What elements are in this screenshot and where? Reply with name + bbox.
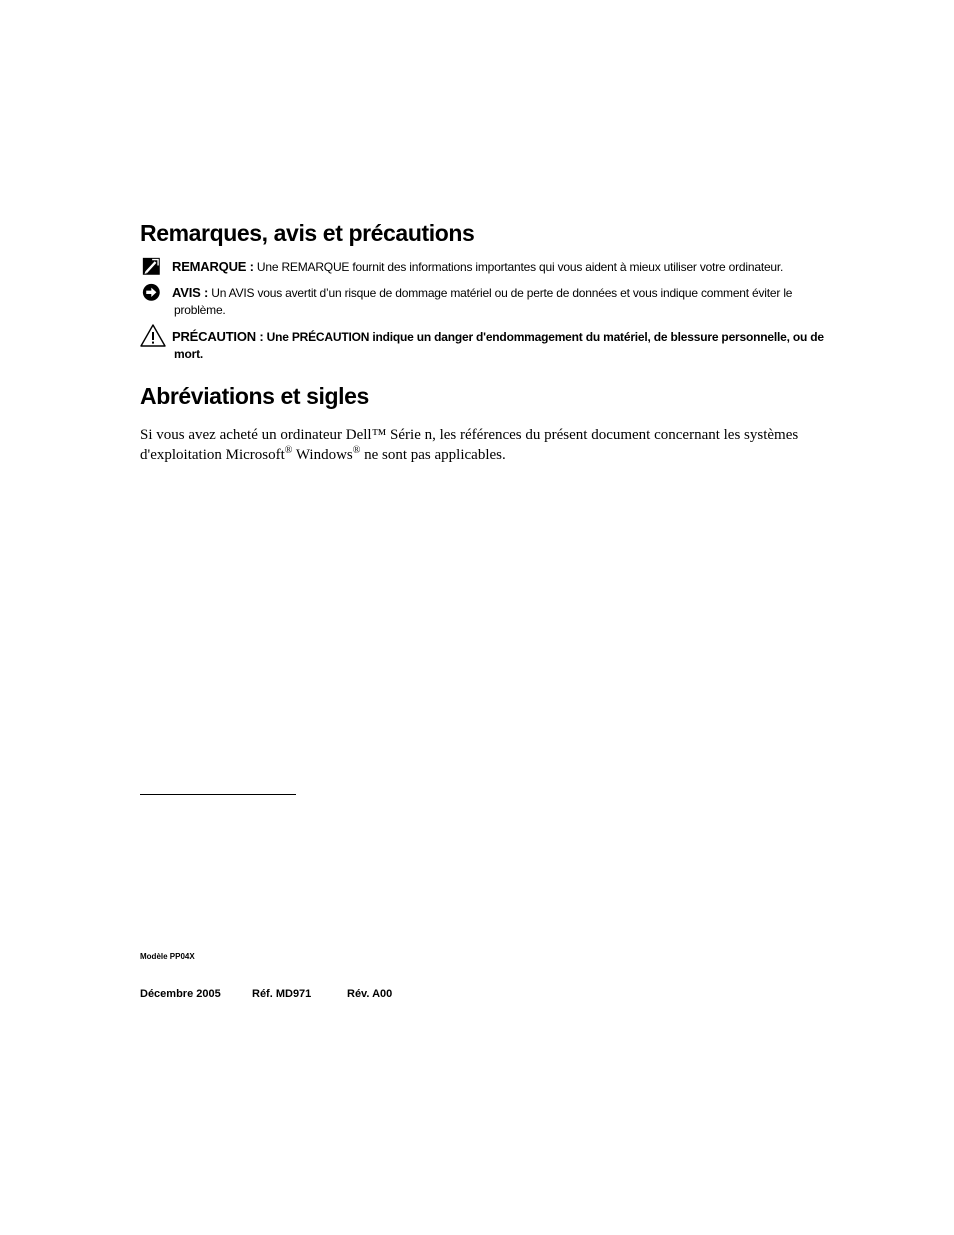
- note-text: Une PRÉCAUTION indique un danger d'endommagement du matériel, de blessure personnelle, ou de: [266, 330, 824, 344]
- note-text-continued: mort.: [174, 347, 204, 361]
- body-paragraph: [140, 425, 840, 465]
- body-text-3: ne sont pas applicables.: [360, 447, 506, 463]
- note-text-continued: problème.: [174, 303, 226, 317]
- footer-ref: Réf. MD971: [252, 988, 312, 1000]
- body-text-1: Si vous avez acheté un ordinateur Dell™ Série n, les références du présent document concernant les systèmes d'exploitation Microsoft: [140, 427, 799, 463]
- body-text-2: Windows: [292, 447, 353, 463]
- footer-rev: Rév. A00: [347, 988, 393, 1000]
- section-title-remarques: Remarques, avis et précautions: [140, 220, 475, 246]
- section-title-abreviations: Abréviations et sigles: [140, 383, 369, 409]
- note-label: REMARQUE :: [172, 259, 254, 274]
- note-label: AVIS :: [172, 285, 209, 300]
- registered-mark: ®: [352, 445, 361, 456]
- footer-date: Décembre 2005: [140, 988, 221, 1000]
- note-label: PRÉCAUTION :: [172, 329, 264, 344]
- note-remarque: [140, 258, 850, 276]
- warning-triangle-icon: [140, 323, 166, 349]
- note-avis: [140, 284, 850, 319]
- note-text: Une REMARQUE fournit des informations importantes qui vous aident à mieux utiliser votre ordinateur.: [256, 260, 784, 274]
- note-text: Un AVIS vous avertit d’un risque de dommage matériel ou de perte de données et vous indique comment éviter le: [211, 286, 793, 300]
- footnote-rule: [140, 794, 296, 795]
- registered-mark: ®: [284, 445, 293, 456]
- model-number: Modèle PP04X: [140, 952, 195, 961]
- pencil-note-icon: [142, 257, 164, 279]
- note-precaution: [140, 328, 850, 363]
- arrow-circle-icon: [142, 283, 164, 305]
